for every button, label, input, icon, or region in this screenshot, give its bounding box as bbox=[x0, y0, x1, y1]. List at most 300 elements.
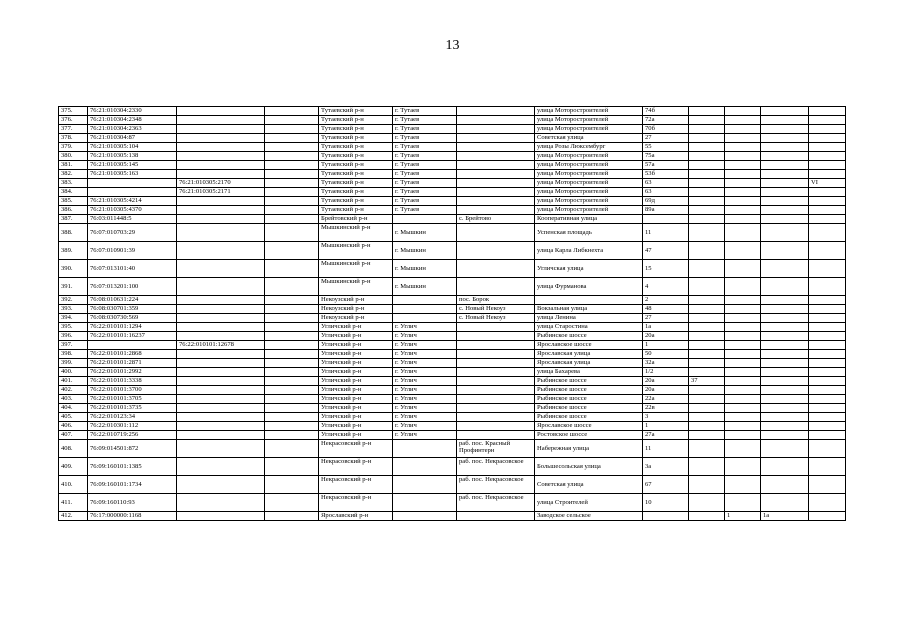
premises-number-cell bbox=[761, 404, 809, 413]
premises-number-cell bbox=[761, 296, 809, 305]
cadastral-number-premises-cell bbox=[177, 134, 265, 143]
settlement-cell bbox=[457, 512, 535, 521]
settlement-cell bbox=[457, 134, 535, 143]
settlement-cell: раб. пос. Некрасовское bbox=[457, 458, 535, 476]
building-cell bbox=[689, 494, 725, 512]
table-row bbox=[59, 476, 846, 494]
district-cell: Тутаевский р-н bbox=[319, 179, 393, 188]
cadastral-number-premises-cell bbox=[177, 314, 265, 323]
house-number-cell: 27а bbox=[643, 431, 689, 440]
city-cell bbox=[393, 512, 457, 521]
house-number-cell bbox=[643, 215, 689, 224]
room-number-cell bbox=[809, 152, 846, 161]
house-number-cell: 27 bbox=[643, 314, 689, 323]
structure-cell bbox=[725, 197, 761, 206]
district-cell: Тутаевский р-н bbox=[319, 170, 393, 179]
house-number-cell: 22в bbox=[643, 404, 689, 413]
district-cell: Угличский р-н bbox=[319, 395, 393, 404]
extra-field-cell bbox=[265, 179, 319, 188]
cadastral-number-cell: 76:21:010305:138 bbox=[88, 152, 177, 161]
district-cell: Угличский р-н bbox=[319, 368, 393, 377]
structure-cell bbox=[725, 413, 761, 422]
cadastral-number-premises-cell bbox=[177, 152, 265, 161]
cadastral-number-premises-cell: 76:22:010101:12678 bbox=[177, 341, 265, 350]
building-cell bbox=[689, 395, 725, 404]
district-cell: Мышкинский р-н bbox=[319, 224, 393, 242]
premises-number-cell bbox=[761, 224, 809, 242]
city-cell: г. Углич bbox=[393, 332, 457, 341]
room-number-cell: VI bbox=[809, 179, 846, 188]
cadastral-number-premises-cell bbox=[177, 305, 265, 314]
building-cell bbox=[689, 143, 725, 152]
extra-field-cell bbox=[265, 413, 319, 422]
structure-cell bbox=[725, 260, 761, 278]
cadastral-number-cell: 76:22:010719:256 bbox=[88, 431, 177, 440]
premises-number-cell bbox=[761, 314, 809, 323]
structure-cell bbox=[725, 323, 761, 332]
building-cell: 37 bbox=[689, 377, 725, 386]
building-cell bbox=[689, 125, 725, 134]
settlement-cell bbox=[457, 350, 535, 359]
premises-number-cell bbox=[761, 368, 809, 377]
district-cell: Тутаевский р-н bbox=[319, 107, 393, 116]
settlement-cell bbox=[457, 125, 535, 134]
house-number-cell: 11 bbox=[643, 440, 689, 458]
district-cell: Ярославский р-н bbox=[319, 512, 393, 521]
structure-cell bbox=[725, 179, 761, 188]
table-row bbox=[59, 296, 846, 305]
row-number-cell: 412. bbox=[59, 512, 88, 521]
structure-cell bbox=[725, 431, 761, 440]
cadastral-number-premises-cell bbox=[177, 350, 265, 359]
street-cell: Ростовское шоссе bbox=[535, 431, 643, 440]
cadastral-number-cell: 76:21:010305:104 bbox=[88, 143, 177, 152]
building-cell bbox=[689, 107, 725, 116]
table-row bbox=[59, 260, 846, 278]
settlement-cell: с. Новый Некоуз bbox=[457, 314, 535, 323]
city-cell: г. Тутаев bbox=[393, 188, 457, 197]
premises-number-cell bbox=[761, 305, 809, 314]
district-cell: Угличский р-н bbox=[319, 386, 393, 395]
settlement-cell bbox=[457, 197, 535, 206]
settlement-cell bbox=[457, 422, 535, 431]
room-number-cell bbox=[809, 107, 846, 116]
cadastral-number-cell: 76:08:030730:569 bbox=[88, 314, 177, 323]
cadastral-number-premises-cell bbox=[177, 431, 265, 440]
structure-cell: 1 bbox=[725, 512, 761, 521]
room-number-cell bbox=[809, 170, 846, 179]
row-number-cell: 398. bbox=[59, 350, 88, 359]
premises-number-cell bbox=[761, 143, 809, 152]
structure-cell bbox=[725, 386, 761, 395]
house-number-cell: 4 bbox=[643, 278, 689, 296]
room-number-cell bbox=[809, 413, 846, 422]
settlement-cell bbox=[457, 413, 535, 422]
street-cell: улица Ленина bbox=[535, 314, 643, 323]
extra-field-cell bbox=[265, 224, 319, 242]
structure-cell bbox=[725, 422, 761, 431]
extra-field-cell bbox=[265, 215, 319, 224]
house-number-cell: 63 bbox=[643, 188, 689, 197]
structure-cell bbox=[725, 332, 761, 341]
extra-field-cell bbox=[265, 341, 319, 350]
city-cell: г. Углич bbox=[393, 341, 457, 350]
structure-cell bbox=[725, 368, 761, 377]
table-row bbox=[59, 323, 846, 332]
district-cell: Угличский р-н bbox=[319, 413, 393, 422]
settlement-cell: раб. пос. Некрасовское bbox=[457, 494, 535, 512]
extra-field-cell bbox=[265, 242, 319, 260]
building-cell bbox=[689, 368, 725, 377]
street-cell: Ярославское шоссе bbox=[535, 422, 643, 431]
premises-number-cell bbox=[761, 323, 809, 332]
street-cell: Рыбинское шоссе bbox=[535, 395, 643, 404]
premises-number-cell bbox=[761, 134, 809, 143]
extra-field-cell bbox=[265, 314, 319, 323]
street-cell: улица Бахарева bbox=[535, 368, 643, 377]
city-cell bbox=[393, 314, 457, 323]
table-row bbox=[59, 386, 846, 395]
district-cell: Некрасовский р-н bbox=[319, 440, 393, 458]
building-cell bbox=[689, 179, 725, 188]
city-cell: г. Мышкин bbox=[393, 278, 457, 296]
city-cell bbox=[393, 215, 457, 224]
settlement-cell bbox=[457, 377, 535, 386]
structure-cell bbox=[725, 494, 761, 512]
row-number-cell: 388. bbox=[59, 224, 88, 242]
table-row bbox=[59, 305, 846, 314]
premises-number-cell: 1а bbox=[761, 512, 809, 521]
room-number-cell bbox=[809, 341, 846, 350]
extra-field-cell bbox=[265, 440, 319, 458]
house-number-cell: 69д bbox=[643, 197, 689, 206]
cadastral-number-premises-cell bbox=[177, 494, 265, 512]
cadastral-number-premises-cell bbox=[177, 143, 265, 152]
street-cell: улица Строителей bbox=[535, 494, 643, 512]
cadastral-number-premises-cell bbox=[177, 458, 265, 476]
room-number-cell bbox=[809, 125, 846, 134]
city-cell: г. Тутаев bbox=[393, 134, 457, 143]
row-number-cell: 392. bbox=[59, 296, 88, 305]
cadastral-number-cell: 76:03:011448:5 bbox=[88, 215, 177, 224]
table-row bbox=[59, 368, 846, 377]
cadastral-number-premises-cell bbox=[177, 170, 265, 179]
row-number-cell: 378. bbox=[59, 134, 88, 143]
building-cell bbox=[689, 323, 725, 332]
structure-cell bbox=[725, 395, 761, 404]
premises-number-cell bbox=[761, 260, 809, 278]
cadastral-number-premises-cell bbox=[177, 296, 265, 305]
room-number-cell bbox=[809, 305, 846, 314]
extra-field-cell bbox=[265, 431, 319, 440]
building-cell bbox=[689, 476, 725, 494]
premises-number-cell bbox=[761, 188, 809, 197]
city-cell: г. Углич bbox=[393, 395, 457, 404]
house-number-cell: 53б bbox=[643, 170, 689, 179]
table-row bbox=[59, 377, 846, 386]
cadastral-number-cell: 76:22:010101:3338 bbox=[88, 377, 177, 386]
cadastral-number-cell: 76:07:010703:29 bbox=[88, 224, 177, 242]
district-cell: Некоузский р-н bbox=[319, 314, 393, 323]
settlement-cell: пос. Борок bbox=[457, 296, 535, 305]
premises-number-cell bbox=[761, 116, 809, 125]
room-number-cell bbox=[809, 116, 846, 125]
house-number-cell: 74б bbox=[643, 107, 689, 116]
table-row bbox=[59, 341, 846, 350]
street-cell: улица Моторостроителей bbox=[535, 161, 643, 170]
room-number-cell bbox=[809, 188, 846, 197]
table-row bbox=[59, 107, 846, 116]
premises-number-cell bbox=[761, 206, 809, 215]
district-cell: Тутаевский р-н bbox=[319, 161, 393, 170]
row-number-cell: 401. bbox=[59, 377, 88, 386]
building-cell bbox=[689, 170, 725, 179]
premises-number-cell bbox=[761, 107, 809, 116]
street-cell: улица Моторостроителей bbox=[535, 170, 643, 179]
city-cell bbox=[393, 458, 457, 476]
row-number-cell: 379. bbox=[59, 143, 88, 152]
premises-number-cell bbox=[761, 422, 809, 431]
house-number-cell: 1/2 bbox=[643, 368, 689, 377]
cadastral-number-premises-cell bbox=[177, 116, 265, 125]
street-cell: улица Старостина bbox=[535, 323, 643, 332]
settlement-cell: с. Новый Некоуз bbox=[457, 305, 535, 314]
district-cell: Брейтовский р-н bbox=[319, 215, 393, 224]
house-number-cell: 67 bbox=[643, 476, 689, 494]
street-cell: Ярославская улица bbox=[535, 359, 643, 368]
house-number-cell: 27 bbox=[643, 134, 689, 143]
structure-cell bbox=[725, 377, 761, 386]
row-number-cell: 407. bbox=[59, 431, 88, 440]
cadastral-number-premises-cell: 76:21:010305:2171 bbox=[177, 188, 265, 197]
premises-number-cell bbox=[761, 152, 809, 161]
cadastral-number-cell: 76:09:014501:872 bbox=[88, 440, 177, 458]
extra-field-cell bbox=[265, 107, 319, 116]
cadastral-number-premises-cell bbox=[177, 386, 265, 395]
city-cell bbox=[393, 494, 457, 512]
room-number-cell bbox=[809, 323, 846, 332]
cadastral-number-cell: 76:22:010301:112 bbox=[88, 422, 177, 431]
cadastral-number-premises-cell bbox=[177, 395, 265, 404]
table-row bbox=[59, 404, 846, 413]
city-cell bbox=[393, 476, 457, 494]
building-cell bbox=[689, 512, 725, 521]
house-number-cell: 3 bbox=[643, 413, 689, 422]
row-number-cell: 380. bbox=[59, 152, 88, 161]
row-number-cell: 403. bbox=[59, 395, 88, 404]
building-cell bbox=[689, 161, 725, 170]
building-cell bbox=[689, 278, 725, 296]
house-number-cell: 20а bbox=[643, 377, 689, 386]
premises-number-cell bbox=[761, 413, 809, 422]
district-cell: Угличский р-н bbox=[319, 377, 393, 386]
city-cell: г. Мышкин bbox=[393, 224, 457, 242]
district-cell: Тутаевский р-н bbox=[319, 188, 393, 197]
room-number-cell bbox=[809, 395, 846, 404]
cadastral-number-premises-cell bbox=[177, 197, 265, 206]
house-number-cell: 32а bbox=[643, 359, 689, 368]
cadastral-number-cell: 76:21:010305:145 bbox=[88, 161, 177, 170]
row-number-cell: 404. bbox=[59, 404, 88, 413]
district-cell: Мышкинский р-н bbox=[319, 260, 393, 278]
structure-cell bbox=[725, 224, 761, 242]
table-row bbox=[59, 314, 846, 323]
street-cell: улица Моторостроителей bbox=[535, 179, 643, 188]
extra-field-cell bbox=[265, 332, 319, 341]
building-cell bbox=[689, 206, 725, 215]
table-row bbox=[59, 224, 846, 242]
cadastral-number-cell: 76:21:010304:2330 bbox=[88, 107, 177, 116]
extra-field-cell bbox=[265, 359, 319, 368]
room-number-cell bbox=[809, 143, 846, 152]
house-number-cell: 70б bbox=[643, 125, 689, 134]
house-number-cell: 75а bbox=[643, 152, 689, 161]
table-row bbox=[59, 494, 846, 512]
table-row bbox=[59, 170, 846, 179]
city-cell: г. Углич bbox=[393, 359, 457, 368]
city-cell: г. Тутаев bbox=[393, 125, 457, 134]
street-cell: Ярославское шоссе bbox=[535, 341, 643, 350]
room-number-cell bbox=[809, 359, 846, 368]
cadastral-number-premises-cell bbox=[177, 242, 265, 260]
row-number-cell: 397. bbox=[59, 341, 88, 350]
house-number-cell: 15 bbox=[643, 260, 689, 278]
building-cell bbox=[689, 215, 725, 224]
structure-cell bbox=[725, 143, 761, 152]
table-row bbox=[59, 422, 846, 431]
street-cell: улица Моторостроителей bbox=[535, 125, 643, 134]
house-number-cell: 22а bbox=[643, 395, 689, 404]
district-cell: Мышкинский р-н bbox=[319, 278, 393, 296]
structure-cell bbox=[725, 242, 761, 260]
row-number-cell: 409. bbox=[59, 458, 88, 476]
house-number-cell: 55 bbox=[643, 143, 689, 152]
settlement-cell bbox=[457, 188, 535, 197]
row-number-cell: 376. bbox=[59, 116, 88, 125]
registry-table-body bbox=[59, 107, 846, 521]
settlement-cell: раб. пос. Красный Профинтерн bbox=[457, 440, 535, 458]
room-number-cell bbox=[809, 386, 846, 395]
extra-field-cell bbox=[265, 170, 319, 179]
table-row bbox=[59, 278, 846, 296]
table-row bbox=[59, 143, 846, 152]
street-cell: улица Моторостроителей bbox=[535, 188, 643, 197]
row-number-cell: 390. bbox=[59, 260, 88, 278]
street-cell: Заводское сельское bbox=[535, 512, 643, 521]
table-row bbox=[59, 431, 846, 440]
cadastral-number-premises-cell bbox=[177, 440, 265, 458]
cadastral-number-cell: 76:22:010101:2871 bbox=[88, 359, 177, 368]
cadastral-number-premises-cell bbox=[177, 332, 265, 341]
structure-cell bbox=[725, 305, 761, 314]
extra-field-cell bbox=[265, 512, 319, 521]
settlement-cell bbox=[457, 224, 535, 242]
settlement-cell bbox=[457, 143, 535, 152]
city-cell: г. Мышкин bbox=[393, 260, 457, 278]
room-number-cell bbox=[809, 431, 846, 440]
street-cell: Кооперативная улица bbox=[535, 215, 643, 224]
cadastral-number-cell bbox=[88, 179, 177, 188]
settlement-cell bbox=[457, 332, 535, 341]
city-cell bbox=[393, 440, 457, 458]
city-cell bbox=[393, 296, 457, 305]
settlement-cell bbox=[457, 170, 535, 179]
district-cell: Тутаевский р-н bbox=[319, 206, 393, 215]
premises-number-cell bbox=[761, 350, 809, 359]
extra-field-cell bbox=[265, 125, 319, 134]
table-row bbox=[59, 152, 846, 161]
structure-cell bbox=[725, 125, 761, 134]
city-cell: г. Углич bbox=[393, 404, 457, 413]
page-number: 13 bbox=[445, 38, 460, 53]
table-row bbox=[59, 350, 846, 359]
table-row bbox=[59, 125, 846, 134]
row-number-cell: 405. bbox=[59, 413, 88, 422]
room-number-cell bbox=[809, 215, 846, 224]
settlement-cell bbox=[457, 341, 535, 350]
structure-cell bbox=[725, 440, 761, 458]
cadastral-number-premises-cell bbox=[177, 215, 265, 224]
table-row bbox=[59, 215, 846, 224]
city-cell: г. Тутаев bbox=[393, 197, 457, 206]
house-number-cell: 1а bbox=[643, 323, 689, 332]
structure-cell bbox=[725, 152, 761, 161]
table-row bbox=[59, 134, 846, 143]
street-cell: Советская улица bbox=[535, 476, 643, 494]
cadastral-number-cell: 76:21:010305:4370 bbox=[88, 206, 177, 215]
house-number-cell: 57а bbox=[643, 161, 689, 170]
city-cell: г. Углич bbox=[393, 431, 457, 440]
row-number-cell: 375. bbox=[59, 107, 88, 116]
extra-field-cell bbox=[265, 116, 319, 125]
house-number-cell: 63 bbox=[643, 179, 689, 188]
table-row bbox=[59, 359, 846, 368]
row-number-cell: 385. bbox=[59, 197, 88, 206]
room-number-cell bbox=[809, 350, 846, 359]
structure-cell bbox=[725, 116, 761, 125]
extra-field-cell bbox=[265, 458, 319, 476]
premises-number-cell bbox=[761, 242, 809, 260]
table-row bbox=[59, 440, 846, 458]
cadastral-number-premises-cell bbox=[177, 206, 265, 215]
city-cell: г. Тутаев bbox=[393, 170, 457, 179]
table-row bbox=[59, 512, 846, 521]
street-cell: Рыбинское шоссе bbox=[535, 377, 643, 386]
extra-field-cell bbox=[265, 134, 319, 143]
row-number-cell: 399. bbox=[59, 359, 88, 368]
cadastral-number-premises-cell bbox=[177, 377, 265, 386]
extra-field-cell bbox=[265, 296, 319, 305]
row-number-cell: 394. bbox=[59, 314, 88, 323]
structure-cell bbox=[725, 341, 761, 350]
extra-field-cell bbox=[265, 323, 319, 332]
premises-number-cell bbox=[761, 341, 809, 350]
cadastral-number-cell: 76:22:010101:3700 bbox=[88, 386, 177, 395]
cadastral-number-premises-cell bbox=[177, 413, 265, 422]
room-number-cell bbox=[809, 314, 846, 323]
cadastral-number-premises-cell bbox=[177, 359, 265, 368]
table-row bbox=[59, 179, 846, 188]
cadastral-number-cell bbox=[88, 188, 177, 197]
premises-number-cell bbox=[761, 476, 809, 494]
district-cell: Некоузский р-н bbox=[319, 296, 393, 305]
district-cell: Угличский р-н bbox=[319, 323, 393, 332]
cadastral-number-premises-cell bbox=[177, 323, 265, 332]
row-number-cell: 381. bbox=[59, 161, 88, 170]
settlement-cell bbox=[457, 206, 535, 215]
room-number-cell bbox=[809, 512, 846, 521]
settlement-cell bbox=[457, 386, 535, 395]
